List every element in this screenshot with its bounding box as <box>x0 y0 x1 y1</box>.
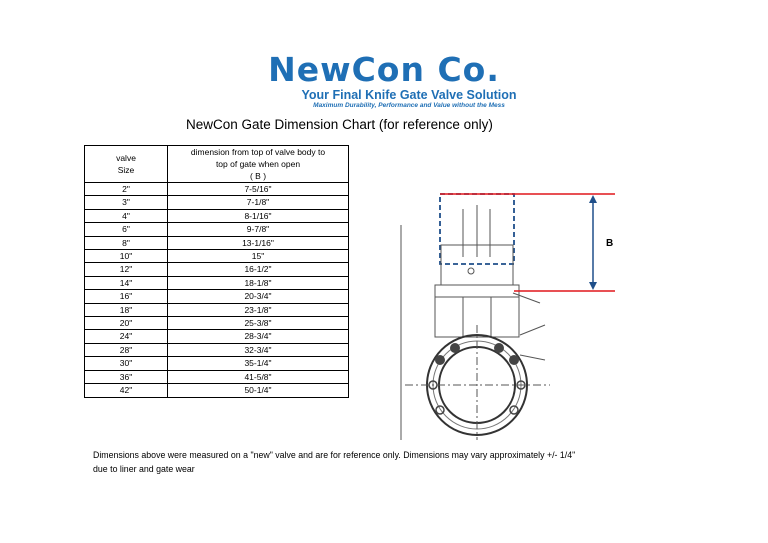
flange-bolt <box>509 355 519 365</box>
dimension-table <box>84 145 349 398</box>
flange-bolt <box>435 355 445 365</box>
company-subtagline: Maximum Durability, Performance and Value without the Mess <box>313 102 505 109</box>
cell-valve-size: 30" <box>85 357 168 370</box>
cell-dimension-b: 25-3/8" <box>168 317 349 330</box>
header-valve-size: valve Size <box>85 146 168 183</box>
flange-bolt <box>494 343 504 353</box>
table-row <box>85 290 349 303</box>
table-row <box>85 303 349 316</box>
table-row <box>85 223 349 236</box>
cell-valve-size: 28" <box>85 343 168 356</box>
valve-diagram <box>395 185 635 445</box>
cell-dimension-b: 8-1/16" <box>168 209 349 222</box>
cell-valve-size: 8" <box>85 236 168 249</box>
cell-dimension-b: 41-5/8" <box>168 370 349 383</box>
arrow-head-down <box>589 282 597 290</box>
cell-dimension-b: 23-1/8" <box>168 303 349 316</box>
cell-valve-size: 14" <box>85 276 168 289</box>
arrow-head-up <box>589 195 597 203</box>
leader-line-3 <box>520 355 545 360</box>
table-row <box>85 370 349 383</box>
table-row <box>85 276 349 289</box>
company-tagline: Your Final Knife Gate Valve Solution <box>301 88 517 102</box>
flange-bolt <box>510 406 518 414</box>
cell-dimension-b: 13-1/16" <box>168 236 349 249</box>
flange-bolt <box>436 406 444 414</box>
table-row <box>85 183 349 196</box>
table-row <box>85 236 349 249</box>
packing-gland <box>435 285 519 297</box>
cell-valve-size: 36" <box>85 370 168 383</box>
cell-valve-size: 20" <box>85 317 168 330</box>
table-row <box>85 384 349 397</box>
cell-valve-size: 3" <box>85 196 168 209</box>
cell-dimension-b: 16-1/2" <box>168 263 349 276</box>
cell-valve-size: 42" <box>85 384 168 397</box>
cell-dimension-b: 7-1/8" <box>168 196 349 209</box>
cell-valve-size: 6" <box>85 223 168 236</box>
cell-dimension-b: 9-7/8" <box>168 223 349 236</box>
header-dimension-b: dimension from top of valve body to top of gate when open ( B ) <box>168 146 349 183</box>
cell-valve-size: 24" <box>85 330 168 343</box>
table-row <box>85 250 349 263</box>
cell-dimension-b: 7-5/16" <box>168 183 349 196</box>
bonnet-bolt <box>468 268 474 274</box>
cell-valve-size: 18" <box>85 303 168 316</box>
dimension-label-b: B <box>606 238 614 249</box>
table-header-row <box>85 146 349 183</box>
flange-bolt <box>450 343 460 353</box>
table-row <box>85 343 349 356</box>
company-logo-name: NewCon Co. <box>268 50 500 89</box>
cell-dimension-b: 50-1/4" <box>168 384 349 397</box>
table-row <box>85 317 349 330</box>
table-row <box>85 263 349 276</box>
cell-dimension-b: 15" <box>168 250 349 263</box>
table-row <box>85 209 349 222</box>
leader-line-1 <box>513 293 540 303</box>
cell-dimension-b: 35-1/4" <box>168 357 349 370</box>
cell-valve-size: 4" <box>85 209 168 222</box>
cell-valve-size: 10" <box>85 250 168 263</box>
disclaimer-note: Dimensions above were measured on a "new" valve and are for reference only. Dimensions may vary approximately +/- 1/4" due to liner and gate wear <box>93 450 576 474</box>
table-row <box>85 330 349 343</box>
cell-dimension-b: 28-3/4" <box>168 330 349 343</box>
cell-valve-size: 16" <box>85 290 168 303</box>
table-row <box>85 357 349 370</box>
cell-dimension-b: 20-3/4" <box>168 290 349 303</box>
cell-dimension-b: 32-3/4" <box>168 343 349 356</box>
cell-dimension-b: 18-1/8" <box>168 276 349 289</box>
cell-valve-size: 2" <box>85 183 168 196</box>
cell-valve-size: 12" <box>85 263 168 276</box>
leader-line-2 <box>520 325 545 335</box>
page-title: NewCon Gate Dimension Chart (for reference only) <box>186 117 493 132</box>
table-row <box>85 196 349 209</box>
